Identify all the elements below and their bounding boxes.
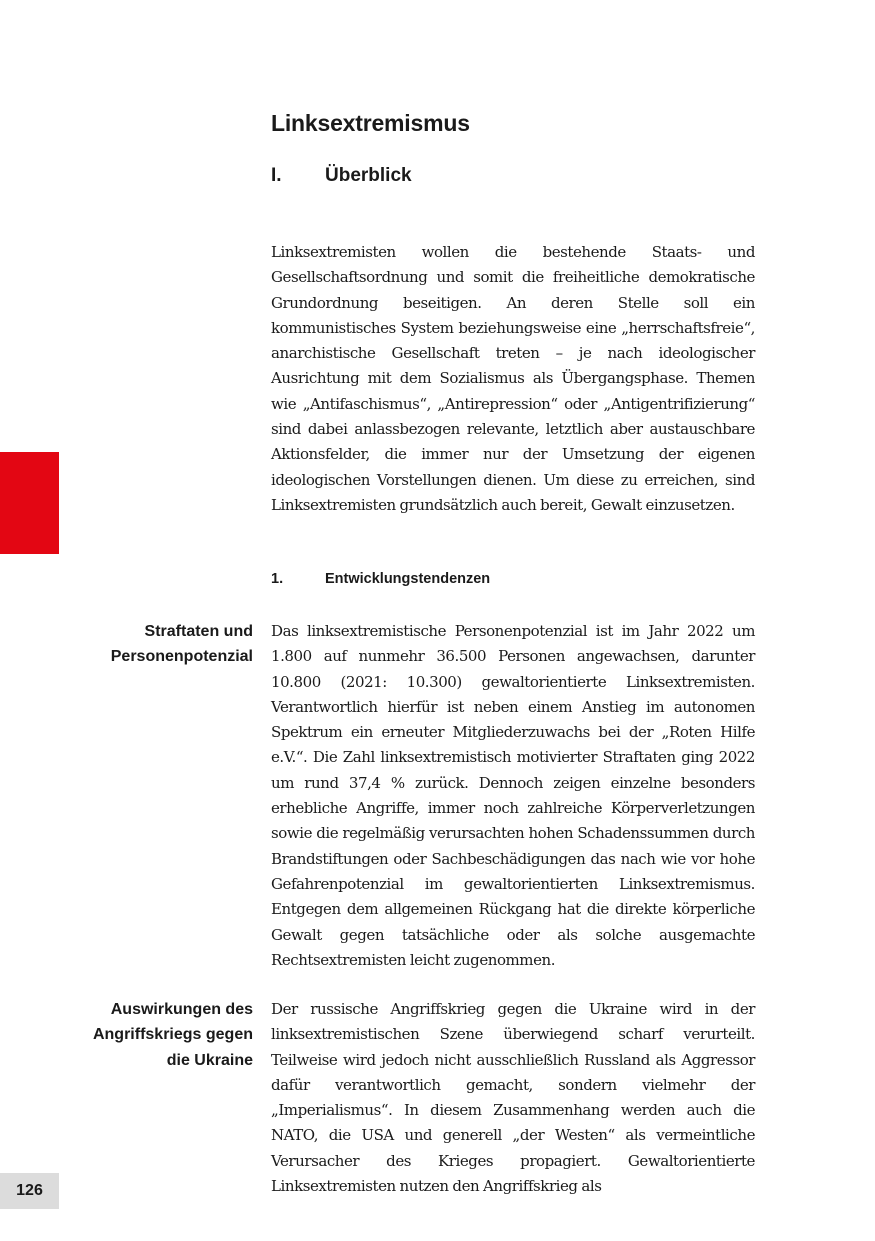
marginal-line: Angriffskriegs gegen	[92, 1026, 253, 1044]
marginal-line: Personenpotenzial	[110, 648, 253, 666]
section-number: I.	[271, 165, 282, 186]
subsection-title: Entwicklungstendenzen	[325, 571, 491, 587]
marginal-note-straftaten	[43, 619, 253, 670]
body-paragraph-ukraine: Der russische Angriffskrieg gegen die Ukraine wird in der linksextremistischen Szene überwiegend scharf verurteilt. Teilweise wird jedoch nicht ausschließlich Russland als Aggressor dafür verantwortlich gemacht, sondern vielmehr der „Imperialismus“. In diesem Zusammenhang werden auch die NATO, die USA und generell „der Westen“ als vermeintliche Verursacher des Krieges propagiert. Gewaltorientierte Linksextremisten nutzen den Angriffskrieg als	[271, 1000, 755, 1196]
section-title: Überblick	[325, 165, 412, 186]
body-paragraph-straftaten: Das linksextremistische Personenpotenzial ist im Jahr 2022 um 1.800 auf nunmehr 36.500 Personen angewachsen, darunter 10.800 (2021: 10.300) gewaltorientierte Linksextremisten. Verantwortlich hierfür ist neben einem Anstieg im autonomen Spektrum ein erneuter Mitgliederzuwachs bei der „Roten Hilfe e.V.“. Die Zahl linksextremistisch motivierter Straftaten ging 2022 um rund 37,4 % zurück. Dennoch zeigen einzelne besonders erhebliche Angriffe, immer noch zahlreiche Körperverletzungen sowie die regelmäßig verursachten hohen Schadenssummen durch Brandstiftungen oder Sachbeschädigungen das nach wie vor hohe Gefahrenpotenzial im gewaltorientierten Linksextremismus. Entgegen dem allgemeinen Rückgang hat die direkte körperliche Gewalt gegen tatsächliche oder als solche ausgemachte Rechtsextremisten leicht zugenommen.	[271, 622, 755, 969]
marginal-line: Straftaten und	[144, 623, 253, 640]
marginal-line: Auswirkungen des	[110, 1001, 253, 1018]
marginal-note-ukraine	[43, 997, 253, 1073]
section-heading	[271, 165, 412, 187]
marginal-line: die Ukraine	[166, 1051, 253, 1069]
subsection-number: 1.	[271, 571, 284, 587]
chapter-title: Linksextremismus	[271, 110, 470, 136]
subsection-heading	[271, 571, 490, 587]
chapter-color-tab	[0, 452, 59, 554]
page-number: 126	[0, 1173, 59, 1209]
intro-paragraph: Linksextremisten wollen die bestehende Staats- und Gesellschaftsordnung und somit die freiheitliche demokratische Grundordnung beseitigen. An deren Stelle soll ein kommunistisches System beziehungsweise eine „herrschaftsfreie“, anarchistische Gesellschaft treten – je nach ideologischer Ausrichtung mit dem Sozialismus als Übergangsphase. Themen wie „Antifaschismus“, „Antirepression“ oder „Antigentrifizierung“ sind dabei anlassbezogen relevante, letztlich aber austauschbare Aktionsfelder, die immer nur der Umsetzung der eigenen ideologischen Vorstellungen dienen. Um diese zu erreichen, sind Linksextremisten grundsätzlich auch bereit, Gewalt einzusetzen.	[271, 243, 755, 514]
